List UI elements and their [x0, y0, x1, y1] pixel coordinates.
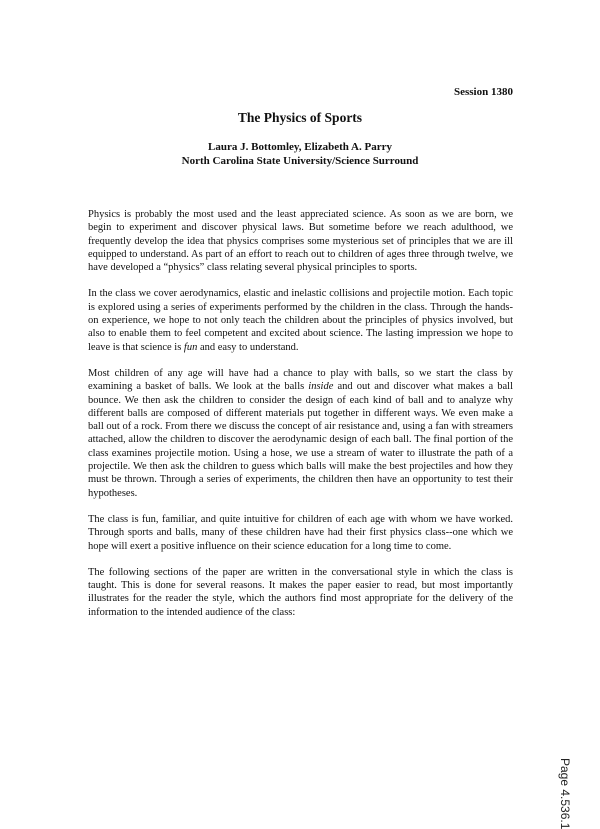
paper-body	[88, 208, 513, 632]
paragraph-style: The following sections of the paper are written in the conversational style in which the class is taught. This is done for several reasons. It makes the paper easier to read, but most importantly illustrates for the reader the style, which the authors find most appropriate for the delivery of the information to the intended audience of the class:	[88, 566, 513, 618]
emphasis-text: inside	[308, 381, 334, 393]
paragraph-text: and out and discover what makes a ball bounce. We then ask the children to consider the design of each kind of ball and to analyze why different balls are composed of different materials put together in different ways. We even make a ball out of a rock. From there we discuss the concept of air resistance and, using a fan with streamers attached, allow the children to discover the aerodynamic design of each ball. The final portion of the class examines projectile motion. Using a hose, we use a stream of water to illustrate the path of a projectile. We then ask the children to guess which balls will make the best projectiles and how they must be thrown. Through a series of experiments, the children then have an opportunity to test their hypotheses.	[88, 381, 513, 499]
author-names: Laura J. Bottomley, Elizabeth A. Parry	[208, 141, 392, 153]
emphasis-text: fun	[183, 341, 198, 353]
author-affiliation: North Carolina State University/Science Surround	[181, 155, 419, 167]
paragraph-text: and easy to understand.	[197, 341, 299, 353]
paragraph-text: In the class we cover aerodynamics, elastic and inelastic collisions and projectile motion. Each topic is explored using a series of experiments performed by the children in the class. Through the hands-on experience, we hope to not only teach the children about the principles of physics involved, but also to enable them to feel competent and excited about science. The lasting impression we hope to leave is that science is	[88, 288, 513, 353]
paragraph-balls	[88, 367, 513, 500]
paragraph-text: Most children of any age will have had a chance to play with balls, so we start the class by examining a basket of balls. We look at the balls	[88, 367, 513, 393]
author-block	[0, 140, 600, 168]
paragraph-intro: Physics is probably the most used and the least appreciated science. As soon as we are born, we begin to experiment and discover physical laws. But sometime before we reach adulthood, we frequently develop the idea that physics comprises some mysterious set of principles that we are ill equipped to understand. As part of an effort to reach out to children of ages three through twelve, we have developed a “physics” class relating several physical principles to sports.	[88, 209, 513, 274]
paragraph-class-topics	[88, 287, 513, 353]
paragraph-intuitive: The class is fun, familiar, and quite intuitive for children of each age with whom we have worked. Through sports and balls, many of these children have had their first physics class--one which we hope will exert a positive influence on their science education for a long time to come.	[88, 513, 513, 552]
session-label: Session 1380	[454, 86, 513, 98]
paper-title: The Physics of Sports	[237, 110, 363, 125]
page-number-stamp: Page 4.536.1	[558, 758, 572, 829]
